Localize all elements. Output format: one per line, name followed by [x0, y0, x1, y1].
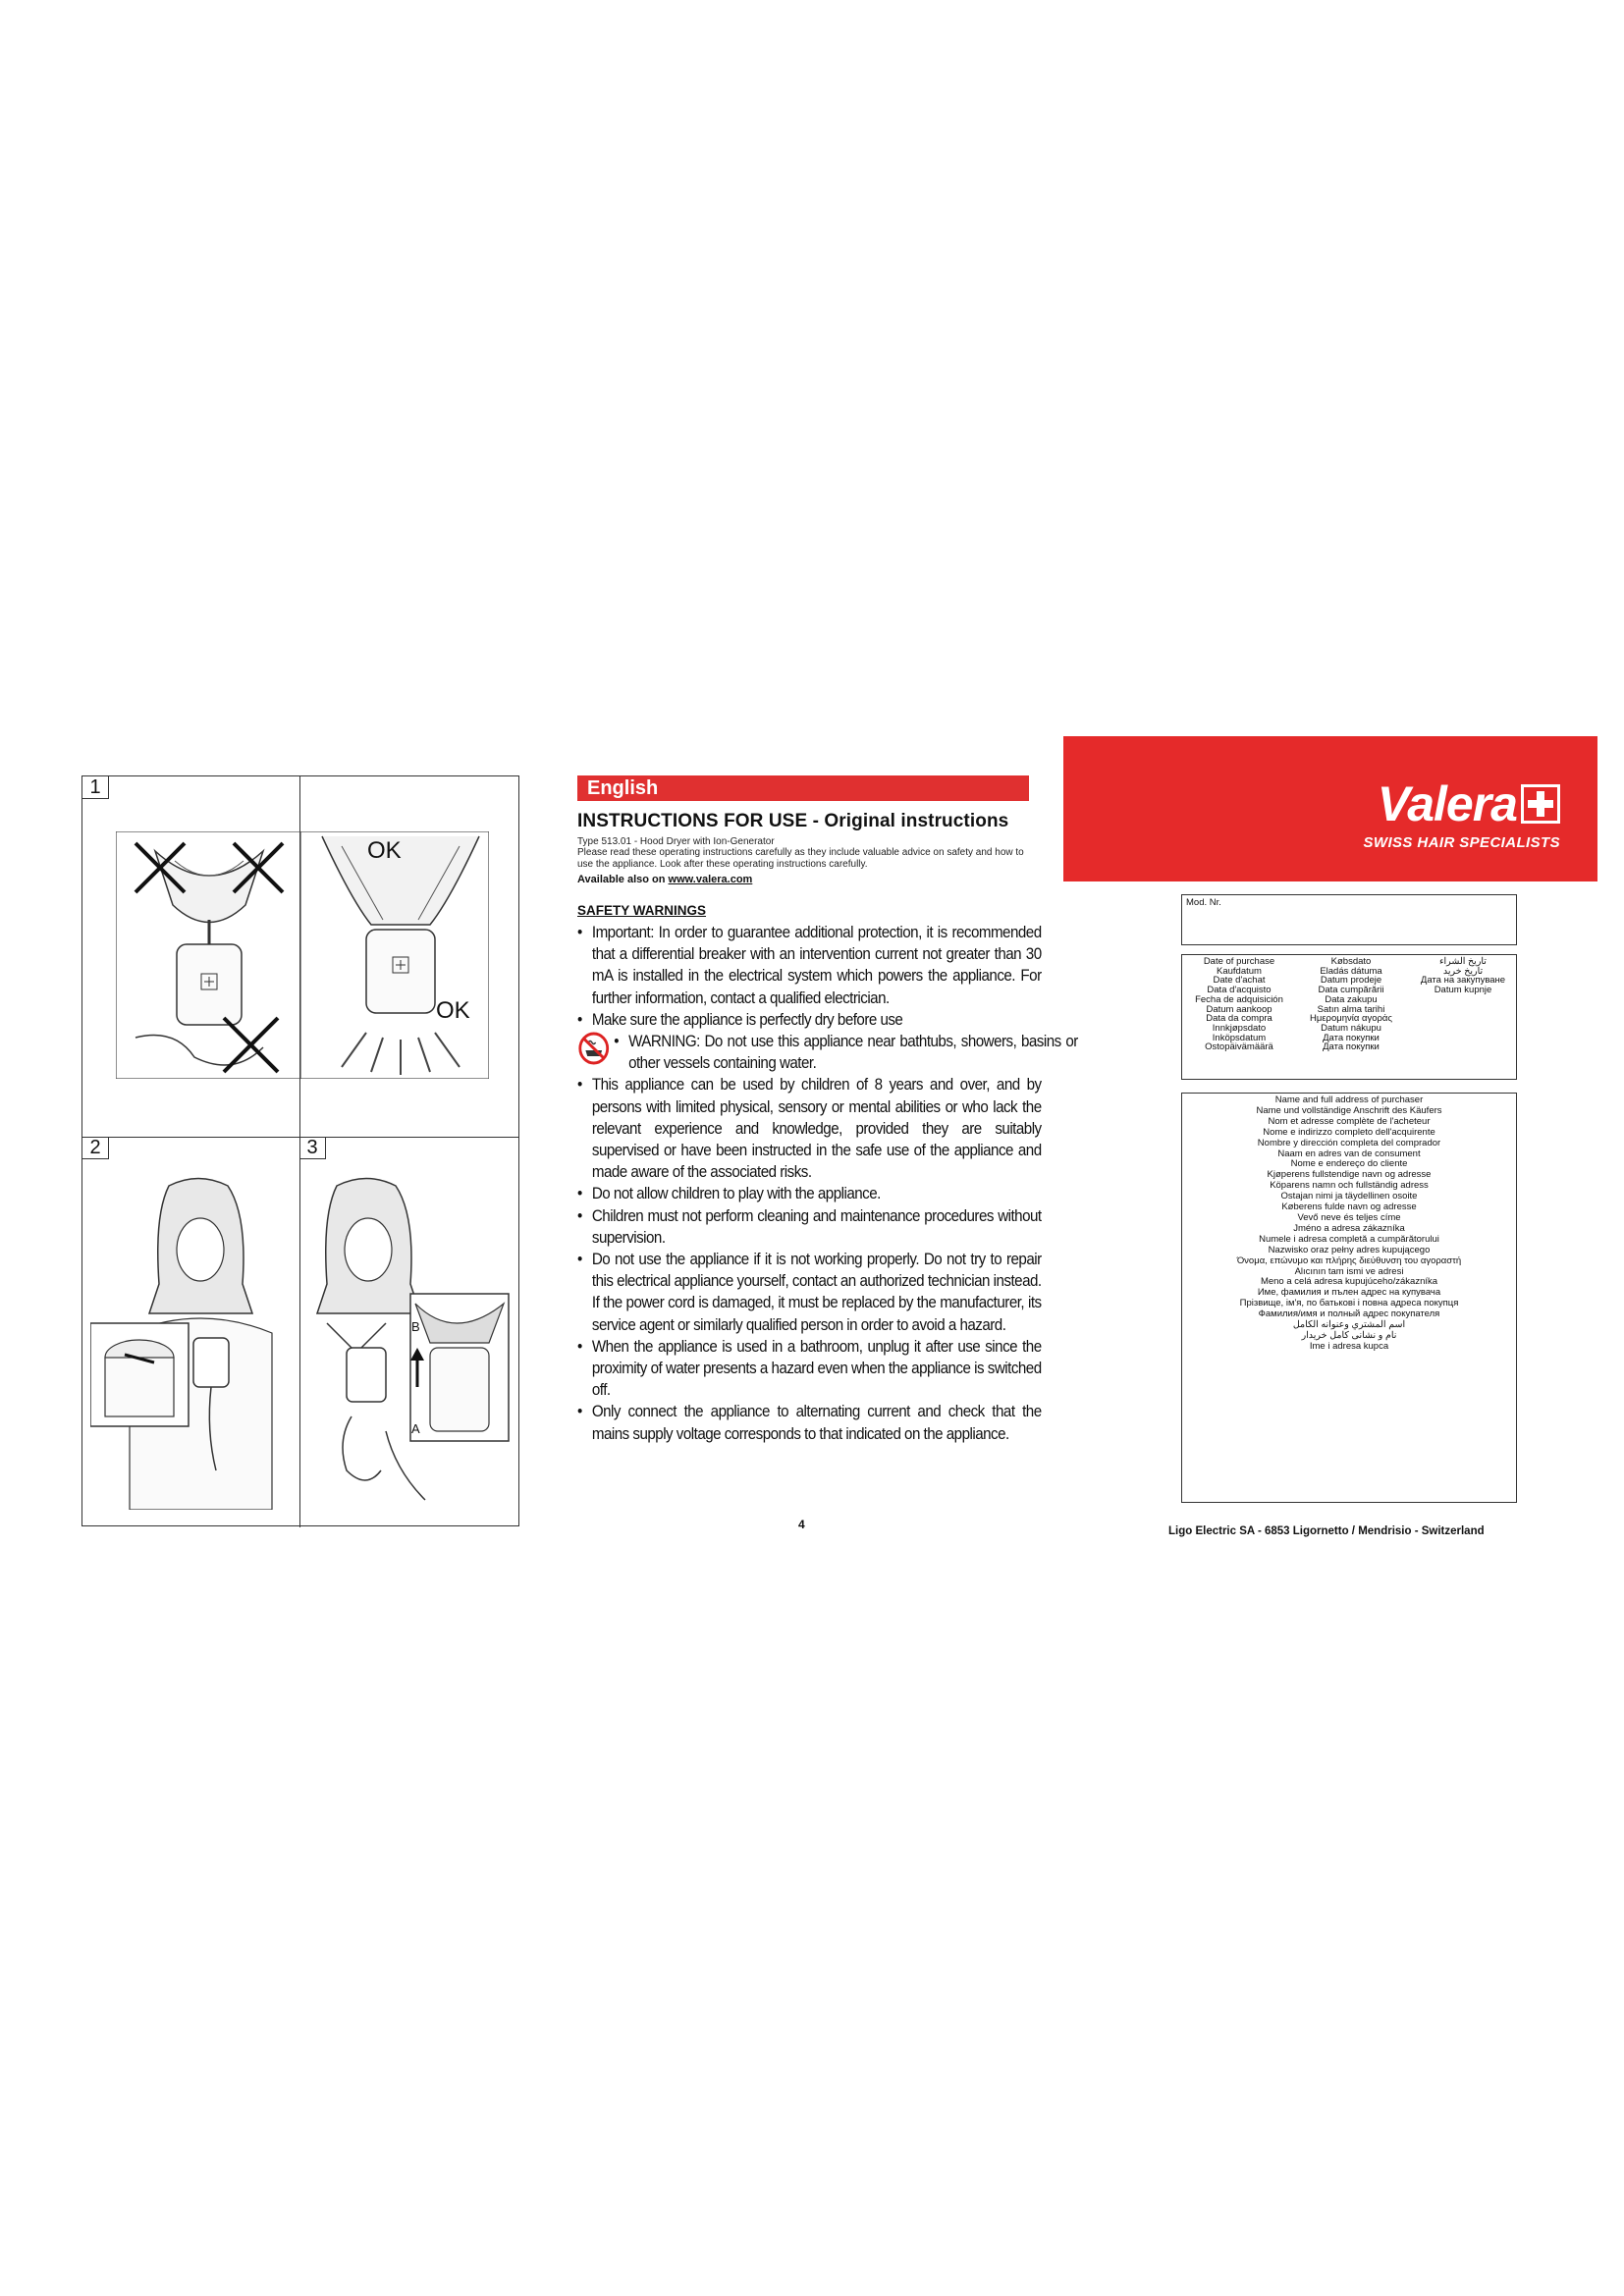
- address-label: Name und vollständige Anschrift des Käufers: [1256, 1104, 1442, 1116]
- purchase-date-label: تاريخ الشراء: [1439, 956, 1487, 967]
- address-label: Nome e endereço do cliente: [1290, 1158, 1408, 1170]
- purchase-date-label: Дата покупки: [1323, 1041, 1380, 1053]
- address-label: Фамилия/имя и полный адрес покупателя: [1258, 1308, 1440, 1320]
- warning-item: • Only connect the appliance to alternating current and check that the mains supply voltage corresponds to that indicated on the appliance.: [577, 1401, 1042, 1444]
- purchase-date-label: Data da compra: [1206, 1013, 1272, 1025]
- product-type: Type 513.01 - Hood Dryer with Ion-Generator: [577, 836, 775, 847]
- address-label: Name and full address of purchaser: [1274, 1095, 1424, 1105]
- step-number: 2: [82, 1137, 109, 1159]
- purchase-date-labels-col3: [1414, 957, 1512, 995]
- warning-item: • This appliance can be used by children of 8 years and over, and by persons with limited physical, sensory or mental abilities or who lack the relevant experience and knowledge, provided they are suitably supervised or have been instructed in the safe use of the appliance and made aware of the associated risks.: [577, 1074, 1042, 1183]
- available-online: [577, 874, 1029, 885]
- address-label: Kjøperens fullstendige navn og adresse: [1267, 1169, 1432, 1181]
- illustration-step-2: [82, 1137, 299, 1527]
- address-label: اسم المشتري وعنوانه الكامل: [1292, 1319, 1406, 1331]
- address-label: Vevő neve és teljes címe: [1297, 1211, 1401, 1223]
- warning-item: [577, 1031, 1078, 1074]
- purchase-date-label: Kaufdatum: [1217, 965, 1262, 977]
- purchase-date-labels-col2: [1302, 957, 1400, 1052]
- purchase-date-label: Ημερομηνία αγοράς: [1309, 1013, 1392, 1025]
- user-with-hood-illustration: [90, 1176, 292, 1510]
- purchase-date-field[interactable]: [1181, 954, 1517, 1080]
- address-label: Køberens fulde navn og adresse: [1281, 1201, 1417, 1213]
- address-label: Име, фамилия и пълен адрес на купувача: [1257, 1287, 1441, 1299]
- warning-item: • When the appliance is used in a bathroom, unplug it after use since the proximity of water presents a hazard even when the appliance is switched off.: [577, 1336, 1042, 1402]
- available-prefix: Available also on: [577, 874, 669, 885]
- model-number-field[interactable]: [1181, 894, 1517, 945]
- purchase-date-label: Data d'acquisto: [1207, 985, 1272, 996]
- instructions-column: [577, 775, 1078, 1531]
- purchaser-address-field[interactable]: [1181, 1093, 1517, 1503]
- purchase-date-label: Date d'achat: [1213, 975, 1266, 987]
- purchase-date-label: Innkjøpsdato: [1212, 1022, 1267, 1034]
- brand-banner: [1063, 736, 1597, 881]
- address-label: Alıcının tam ismi ve adresi: [1294, 1265, 1404, 1277]
- address-label: نام و نشانی کامل خریدار: [1301, 1329, 1397, 1341]
- step-number: 1: [82, 776, 109, 799]
- safety-warnings-list: [577, 922, 1078, 1445]
- language-header: English: [577, 775, 1029, 801]
- model-number-label: Mod. Nr.: [1186, 897, 1221, 908]
- hood-dryer-illustration: [116, 831, 489, 1079]
- manufacturer-address: Ligo Electric SA - 6853 Ligornetto / Mendrisio - Switzerland: [1168, 1525, 1485, 1537]
- address-label: Köparens namn och fullständig adress: [1270, 1180, 1429, 1192]
- purchase-date-label: Eladás dátuma: [1320, 965, 1382, 977]
- warning-item: • Do not use the appliance if it is not working properly. Do not try to repair this electrical appliance yourself, contact an authorized technician instead. If the power cord is damaged, it must be replaced by the manufacturer, its service agent or similarly qualified person in order to avoid a hazard.: [577, 1249, 1042, 1336]
- no-bathtub-icon: [577, 1031, 610, 1066]
- address-label: Όνομα, επώνυμο και πλήρης διεύθυνση του αγοραστή: [1236, 1255, 1462, 1266]
- title-main: INSTRUCTIONS FOR USE: [577, 811, 808, 831]
- purchase-date-label: Дата покупки: [1323, 1032, 1380, 1043]
- arrow-label: B: [411, 1319, 420, 1334]
- warning-item: • Important: In order to guarantee additional protection, it is recommended that a differential breaker with an intervention current not greater than 30 mA is installed in the electrical system which powers the appliance. For further information, contact a qualified electrician.: [577, 922, 1042, 1009]
- arrow-label: A: [411, 1421, 420, 1436]
- document-title: [577, 811, 1029, 832]
- title-sub: - Original instructions: [807, 811, 1009, 831]
- safety-heading: SAFETY WARNINGS: [577, 903, 707, 918]
- purchase-date-label: Inköpsdatum: [1212, 1032, 1267, 1043]
- purchase-date-label: Data zakupu: [1325, 993, 1378, 1005]
- purchaser-address-labels: [1182, 1095, 1516, 1353]
- address-label: Прізвище, ім'я, по батькові і повна адреса покупця: [1239, 1298, 1459, 1309]
- address-label: Nom et adresse complète de l'acheteur: [1268, 1115, 1431, 1127]
- address-label: Nome e indirizzo completo dell'acquirente: [1263, 1126, 1435, 1138]
- purchase-date-label: Дата на закупуване: [1420, 975, 1506, 987]
- ok-label: OK: [367, 837, 402, 864]
- purchase-date-label: تاریخ خرید: [1442, 965, 1484, 977]
- address-label: Meno a celá adresa kupujúceho/zákazníka: [1260, 1276, 1438, 1288]
- warning-item: • Children must not perform cleaning and maintenance procedures without supervision.: [577, 1205, 1042, 1249]
- illustration-panel: [81, 775, 519, 1526]
- illustration-step-3: [299, 1137, 520, 1527]
- address-label: Numele i adresa completă a cumpărătorului: [1259, 1233, 1439, 1245]
- hood-attach-illustration: [307, 1176, 514, 1510]
- intro-text: Please read these operating instructions carefully as they include valuable advice on safety and how to use the appliance. Look after these operating instructions carefully.: [577, 847, 1024, 870]
- purchase-date-label: Fecha de adquisición: [1195, 993, 1283, 1005]
- brand-logo: [1378, 775, 1560, 832]
- page-number: 4: [798, 1518, 805, 1531]
- warning-item: • Make sure the appliance is perfectly dry before use: [577, 1009, 1042, 1031]
- address-label: Ostajan nimi ja täydellinen osoite: [1280, 1191, 1418, 1202]
- warning-text: WARNING: Do not use this appliance near bathtubs, showers, basins or other vessels containing water.: [628, 1033, 1078, 1073]
- step-number: 3: [299, 1137, 326, 1159]
- purchase-date-label: Date of purchase: [1203, 956, 1275, 967]
- purchase-date-label: Datum kupnje: [1434, 985, 1492, 996]
- purchase-date-label: Datum prodeje: [1320, 975, 1382, 987]
- address-label: Nombre y dirección completa del comprador: [1257, 1137, 1441, 1148]
- purchase-date-label: Ostopäivämäärä: [1205, 1041, 1273, 1053]
- address-label: Jméno a adresa zákazníka: [1293, 1222, 1405, 1234]
- purchase-date-label: Data cumpărării: [1318, 985, 1384, 996]
- purchase-date-label: Datum aankoop: [1206, 1003, 1272, 1015]
- swiss-cross-icon: [1521, 784, 1560, 824]
- address-label: Naam en adres van de consument: [1277, 1148, 1421, 1159]
- purchase-date-label: Købsdato: [1330, 956, 1372, 967]
- brand-tagline: SWISS HAIR SPECIALISTS: [1363, 834, 1560, 851]
- purchase-date-label: Datum nákupu: [1321, 1022, 1381, 1034]
- purchase-date-labels-col1: [1190, 957, 1288, 1052]
- brand-name: Valera: [1377, 776, 1517, 831]
- warning-item: • Do not allow children to play with the appliance.: [577, 1183, 1042, 1204]
- website-link[interactable]: www.valera.com: [668, 874, 753, 885]
- address-label: Nazwisko oraz pełny adres kupującego: [1268, 1244, 1431, 1255]
- ok-label: OK: [436, 997, 470, 1024]
- purchase-date-label: Satın alma tarihi: [1317, 1003, 1385, 1015]
- address-label: Ime i adresa kupca: [1309, 1340, 1389, 1352]
